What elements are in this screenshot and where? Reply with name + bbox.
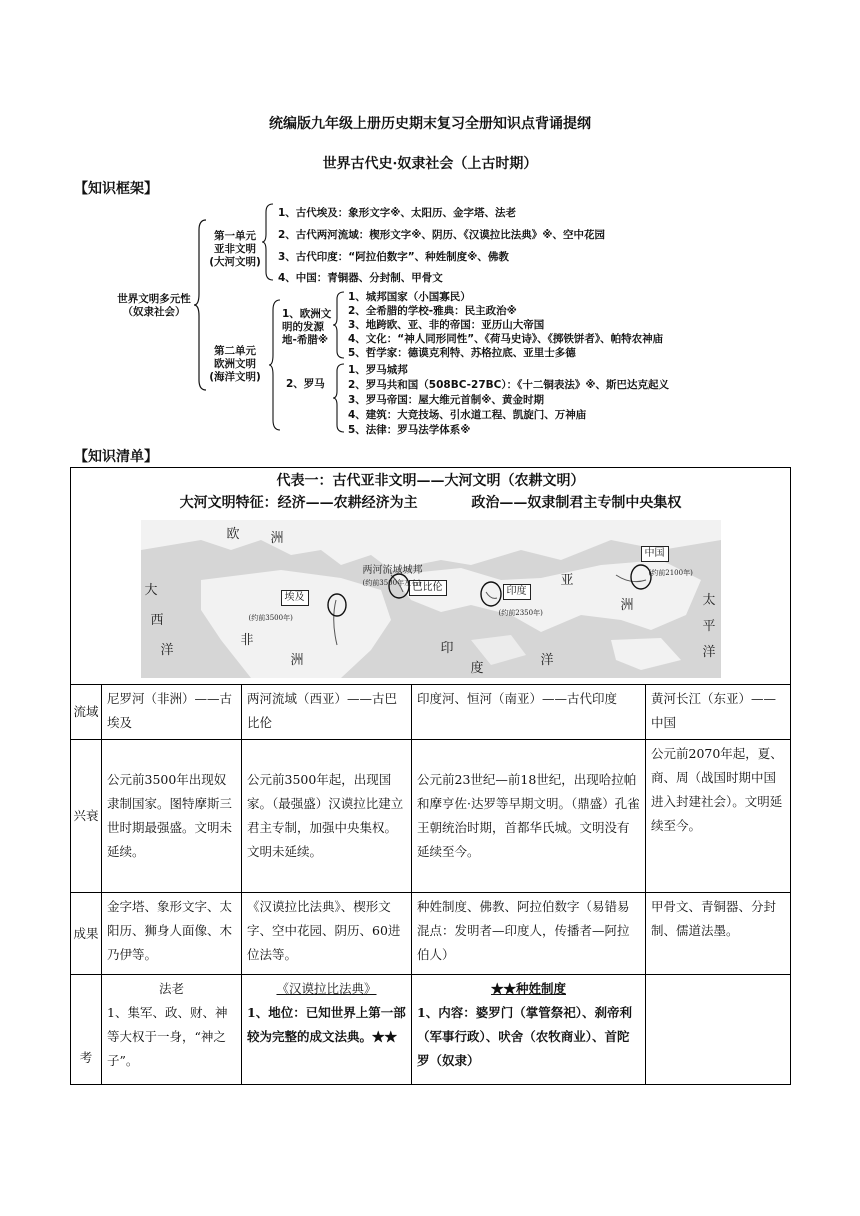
greece-item: 5、哲学家：德谟克利特、苏格拉底、亚里士多德 (348, 347, 576, 359)
europe-group-label: 1、欧洲文 明的发源 地-希腊※ (282, 308, 332, 346)
rome-brace (334, 364, 346, 432)
map-continent: 洲 (290, 653, 304, 668)
rome-item: 3、罗马帝国：屋大维元首制※、黄金时期 (348, 394, 545, 406)
map-continent: 太 (702, 593, 716, 608)
table-row (71, 740, 791, 893)
map-note: 两河流域城邦 (362, 565, 423, 576)
map-label-india: 印度 (503, 584, 531, 600)
map-label-egypt: 埃及 (281, 590, 309, 606)
map-note: (约前2350年) (498, 609, 543, 617)
table-cell: 公元前2070年起，夏、商、周（战国时期中国进入封建社会）。文明延续至今。 (646, 740, 791, 893)
map-continent: 洋 (160, 643, 174, 658)
list-heading: 【知识清单】 (74, 449, 158, 465)
map-continent: 平 (702, 619, 716, 634)
civilization-heading: 代表一：古代亚非文明——大河文明（农耕文明） (276, 473, 585, 489)
table-row (71, 685, 791, 740)
row-label-exam: 考 (71, 975, 102, 1085)
table-row (71, 893, 791, 975)
map-continent: 度 (470, 661, 484, 676)
ancient-civilizations-map (141, 520, 721, 678)
greece-brace (334, 292, 346, 358)
table-cell: 《汉谟拉比法典》 1、地位：已知世界上第一部较为完整的成文法典。★★ (242, 975, 412, 1085)
map-continent: 非 (240, 633, 254, 648)
map-continent: 洋 (702, 645, 716, 660)
table-cell: 公元前23世纪—前18世纪，出现哈拉帕和摩亨佐·达罗等早期文明。（鼎盛）孔雀王朝统治时期，首都华氏城。文明没有延续至今。 (412, 740, 646, 893)
map-note: (约前3500年左右) (362, 579, 421, 587)
table-cell: 两河流域（西亚）——古巴比伦 (242, 685, 412, 740)
table-cell: 甲骨文、青铜器、分封制、儒道法墨。 (646, 893, 791, 975)
table-cell: 尼罗河（非洲）——古埃及 (102, 685, 242, 740)
rome-item: 4、建筑：大竞技场、引水道工程、凯旋门、万神庙 (348, 409, 587, 421)
table-cell: 金字塔、象形文字、太阳历、狮身人面像、木乃伊等。 (102, 893, 242, 975)
table-header-cell (71, 468, 791, 685)
map-continent: 洋 (540, 653, 554, 668)
unit1-item-egypt: 1、古代埃及：象形文字※、太阳历、金字塔、法老 (278, 207, 517, 219)
unit1-item-mesopotamia: 2、古代两河流域：楔形文字※、阴历、《汉谟拉比法典》※、空中花园 (278, 229, 605, 241)
table-cell: 法老 1、集军、政、财、神等大权于一身，“神之子”。 (102, 975, 242, 1085)
table-cell: 公元前3500年出现奴隶制国家。图特摩斯三世时期最强盛。文明未延续。 (102, 740, 242, 893)
greece-item: 1、城邦国家（小国寡民） (348, 291, 471, 303)
map-continent: 大 (144, 583, 158, 598)
map-label-china: 中国 (641, 546, 669, 562)
unit1-brace (263, 204, 275, 280)
page-title: 统编版九年级上册历史期末复习全册知识点背诵提纲 (269, 116, 591, 132)
row-label-achievements: 成果 (71, 893, 102, 975)
table-cell: 公元前3500年起，出现国家。（最强盛）汉谟拉比建立君主专制，加强中央集权。文明未延续。 (242, 740, 412, 893)
knowledge-table (70, 467, 791, 1085)
civilization-features: 大河文明特征：经济——农耕经济为主 政治——奴隶制君主专制中央集权 (179, 495, 682, 511)
greece-item: 2、全希腊的学校-雅典：民主政治※ (348, 305, 517, 317)
map-continent: 印 (440, 641, 454, 656)
framework-root: 世界文明多元性 （奴隶社会） (117, 293, 191, 318)
greece-item: 3、地跨欧、亚、非的帝国：亚历山大帝国 (348, 319, 545, 331)
map-note: (约前2100年) (648, 569, 693, 577)
row-label-rise-fall: 兴衰 (71, 740, 102, 893)
table-row (71, 975, 791, 1085)
table-header-row (71, 468, 791, 685)
rome-item: 2、罗马共和国（508BC-27BC）：《十二铜表法》※、斯巴达克起义 (348, 379, 670, 391)
map-continent: 洲 (620, 598, 634, 613)
framework-heading: 【知识框架】 (74, 181, 158, 197)
map-label-babylon: 巴比伦 (409, 580, 447, 596)
map-continent: 洲 (270, 531, 284, 546)
map-continent: 欧 (226, 527, 240, 542)
table-cell: ★★种姓制度 1、内容：婆罗门（掌管祭祀）、刹帝利（军事行政）、吠舍（农牧商业）、首陀罗（奴隶） (412, 975, 646, 1085)
map-continent: 亚 (560, 573, 574, 588)
unit2-label: 第二单元 欧洲文明 (海洋文明) (209, 345, 261, 383)
table-cell (646, 975, 791, 1085)
table-cell: 黄河长江（东亚）——中国 (646, 685, 791, 740)
row-label-basin: 流域 (71, 685, 102, 740)
rome-item: 5、法律：罗马法学体系※ (348, 424, 471, 436)
rome-group-label: 2、罗马 (286, 378, 325, 390)
table-cell: 《汉谟拉比法典》、楔形文字、空中花园、阴历、60进位法等。 (242, 893, 412, 975)
unit1-item-india: 3、古代印度：“阿拉伯数字”、种姓制度※、佛教 (278, 251, 509, 263)
unit2-brace (270, 300, 282, 430)
unit1-item-china: 4、中国：青铜器、分封制、甲骨文 (278, 272, 443, 284)
map-continent: 西 (150, 613, 164, 628)
table-cell: 种姓制度、佛教、阿拉伯数字（易错易混点：发明者—印度人，传播者—阿拉伯人） (412, 893, 646, 975)
page-subtitle: 世界古代史·奴隶社会（上古时期） (322, 156, 538, 172)
greece-item: 4、文化：“神人同形同性”、《荷马史诗》、《掷铁饼者》、帕特农神庙 (348, 333, 664, 345)
unit1-label: 第一单元 亚非文明 (大河文明) (209, 230, 261, 268)
rome-item: 1、罗马城邦 (348, 364, 408, 376)
table-cell: 印度河、恒河（南亚）——古代印度 (412, 685, 646, 740)
map-note: (约前3500年) (248, 614, 293, 622)
